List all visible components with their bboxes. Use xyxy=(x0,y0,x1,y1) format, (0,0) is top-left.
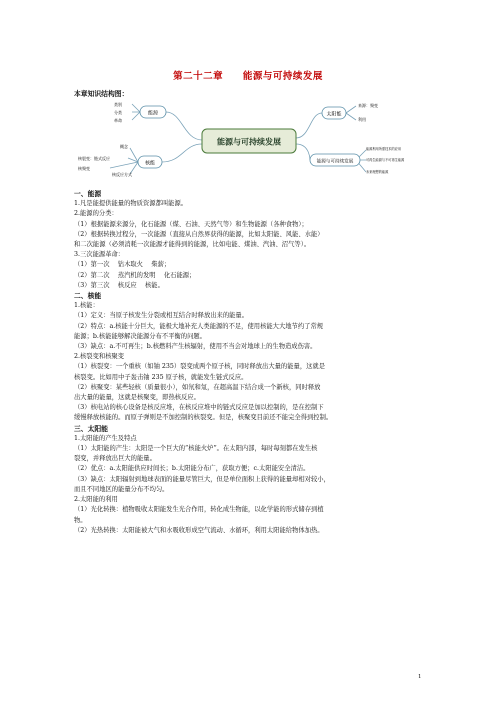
leaf-solar-1: 利用 xyxy=(358,117,366,122)
text-line: 能源；b.核能能够解决能源分布不平衡的问题。 xyxy=(74,332,206,340)
text-line: 3.三次能源革命： xyxy=(74,251,125,259)
chapter-number: 第二十二章 xyxy=(173,71,224,82)
chapter-content xyxy=(74,189,430,536)
mind-map-diagram xyxy=(74,98,424,183)
text-line: （2）核聚变：某些轻核（质量很小），如氘和氚，在超高温下结合成一个新核，同时释放 xyxy=(74,383,321,391)
text-line: 1.太阳能的产生及特点 xyxy=(74,434,137,442)
text-line: 出大量的能量，这就是核聚变，即热核反应。 xyxy=(74,394,200,402)
page-number: 1 xyxy=(418,674,422,680)
leaf-nuclear-0: 概念 xyxy=(120,144,128,149)
text-line: （2）根据转换过程分，一次能源（直接从自然界获得的能源，比如太阳能、风能、水能） xyxy=(74,230,324,238)
node-solar-label: 太阳能 xyxy=(326,111,342,118)
text-line: （1）定义：当原子核发生分裂或相互结合时释放出来的能量。 xyxy=(74,312,249,320)
text-line: （1）太阳能的产生：太阳是一个巨大的“核能火炉”。在太阳内部，每时每刻都在发生核 xyxy=(74,445,318,453)
section-heading: 一、能源 xyxy=(74,190,102,198)
text-line: 物。 xyxy=(74,516,87,524)
leaf-sustain-1: 可再生能源与不可再生能源 xyxy=(366,158,405,162)
text-line: 2.核裂变和核聚变 xyxy=(74,353,125,361)
leaf-energy-1: 分类 xyxy=(114,110,122,115)
leaf-sustain-0: 能源利用所需技术的应用 xyxy=(366,147,402,151)
structure-heading: 本章知识结构图： xyxy=(74,90,129,98)
text-line: 1.凡是能提供能量的物质资源都叫能源。 xyxy=(74,200,188,208)
leaf-sustain-2: 未来理想的能源 xyxy=(366,170,389,174)
leaf-nuclear-2: 核聚变 xyxy=(78,166,90,171)
text-line: 而且不同地区的能量分布不均匀。 xyxy=(74,485,169,493)
chapter-title xyxy=(0,68,496,82)
section-heading: 二、核能 xyxy=(74,292,102,301)
text-line: （1）光化转换：植物吸收太阳能发生光合作用，转化成生物能，以化学能的形式储存到植 xyxy=(74,506,324,514)
leaf-nuclear-1: 核裂变：链式反应 xyxy=(78,156,110,161)
chapter-name: 能源与可持续发展 xyxy=(242,71,323,82)
text-line: （3）缺点：太阳辐射到地球表面的能量尽管巨大，但是单位面积上获得的能量却相对较小， xyxy=(74,475,330,483)
text-line: （2）光热转换：太阳能被大气和水吸收形成空气流动、水循环，利用太阳能给物体加热。 xyxy=(74,526,324,534)
leaf-nuclear-3: 核反应方式 xyxy=(112,172,132,177)
text-line: 缓慢释放核能的。而原子弹则是不加控制的核裂变。但是，核聚变目前还不能完全得到控制。 xyxy=(74,414,333,422)
text-line: （2）第二次 蒸汽机的发明 化石能源； xyxy=(74,271,196,279)
text-line: （2）特点：a.核能十分巨大，能极大地补充人类能源的不足，使用核能大大地节约了常规 xyxy=(74,322,324,330)
text-line: 1.核能： xyxy=(74,302,99,310)
node-sustain-label: 能源与可持续发展 xyxy=(316,159,354,165)
center-node-label: 能源与可持续发展 xyxy=(217,137,281,147)
text-line: 裂变，并释放出巨大的能量。 xyxy=(74,455,156,463)
node-energy-label: 能源 xyxy=(147,110,159,117)
text-line: （3）核电站的核心设备是核反应堆，在核反应堆中的链式反应是加以控制的，是在控制下 xyxy=(74,404,324,412)
leaf-solar-0: 来源：聚变 xyxy=(358,103,378,108)
node-nuclear-label: 核能 xyxy=(144,160,156,167)
text-line: （3）第三次 核反应 核能。 xyxy=(74,281,164,289)
leaf-energy-2: 革命 xyxy=(114,118,122,123)
section-heading: 三、太阳能 xyxy=(74,424,108,433)
text-line: （1）第一次 钻木取火 柴薪； xyxy=(74,261,171,269)
text-line: （1）根据能源来源分，化石能源（煤、石油、天然气等）和生物能源（各种食物）； xyxy=(74,220,308,228)
text-line: 核裂变。比如用中子轰击铀 235 原子核，就能发生链式反应。 xyxy=(74,373,248,381)
text-line: 2.太阳能的利用 xyxy=(74,496,118,504)
text-line: 2.能源的分类： xyxy=(74,210,118,218)
text-line: （1）核裂变：一个重核（如铀 235）裂变成两个原子核，同时释放出大量的能量，这就是 xyxy=(74,363,326,371)
text-line: 和二次能源（必须消耗一次能源才能得到的能源，比如电能、煤油、汽油、沼气等）。 xyxy=(74,241,311,249)
leaf-energy-0: 类别 xyxy=(114,102,122,107)
text-line: （3）缺点：a.不可再生；b.核燃料产生核辐射，使用不当会对地球上的生物造成伤害。 xyxy=(74,343,317,351)
text-line: （2）优点：a.太阳能供应时间长；b.太阳能分布广，获取方便；c.太阳能安全清洁。 xyxy=(74,465,310,473)
